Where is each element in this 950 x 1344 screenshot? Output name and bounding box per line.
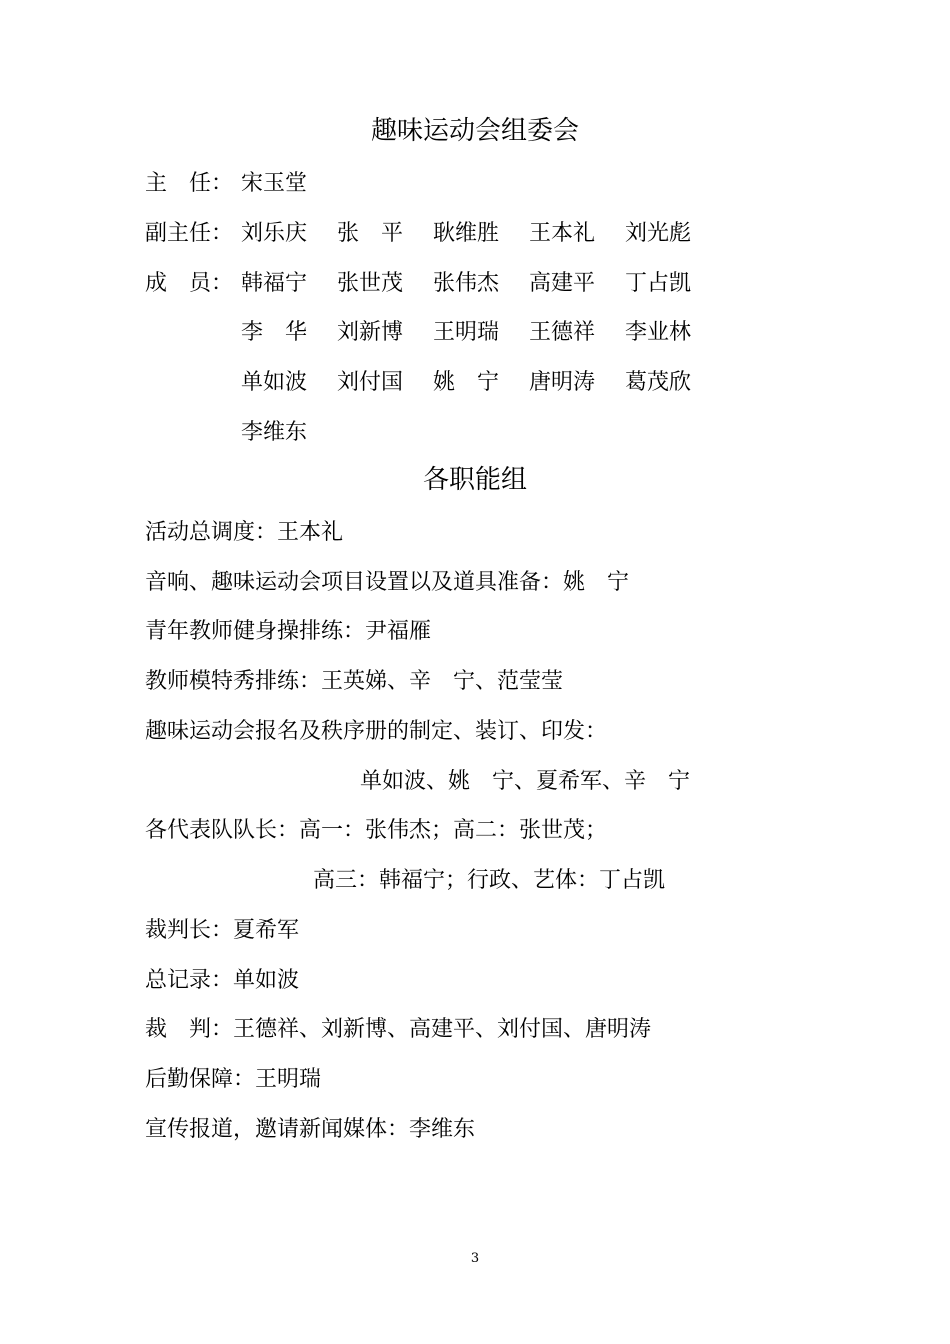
member-name: 高建平 — [529, 271, 596, 296]
member-name: 刘新博 — [337, 320, 404, 345]
committee-title: 趣味运动会组委会 — [370, 116, 579, 146]
director-label: 主 任： — [145, 171, 234, 196]
member-name: 姚 宁 — [433, 370, 500, 395]
group-line: 后勤保障：王明瑞 — [145, 1067, 322, 1092]
vice-director-label: 副主任： — [145, 221, 234, 246]
group-line: 单如波、姚 宁、夏希军、辛 宁 — [360, 769, 691, 794]
group-line: 活动总调度：王本礼 — [145, 520, 344, 545]
member-name: 张世茂 — [337, 271, 404, 296]
vice-director-name: 刘乐庆 — [241, 221, 308, 246]
members-label: 成 员： — [145, 271, 234, 296]
member-name: 王明瑞 — [433, 320, 500, 345]
group-line: 宣传报道，邀请新闻媒体：李维东 — [145, 1117, 476, 1142]
director-name: 宋玉堂 — [241, 171, 308, 196]
group-line: 高三：韩福宁；行政、艺体：丁占凯 — [313, 868, 666, 893]
vice-director-name: 张 平 — [337, 221, 404, 246]
member-name: 王德祥 — [529, 320, 596, 345]
vice-director-name: 耿维胜 — [433, 221, 500, 246]
group-line: 各代表队队长：高一：张伟杰；高二：张世茂； — [145, 818, 608, 843]
group-line: 青年教师健身操排练：尹福雁 — [145, 619, 432, 644]
group-line: 裁 判：王德祥、刘新博、高建平、刘付国、唐明涛 — [145, 1017, 652, 1042]
member-name: 张伟杰 — [433, 271, 500, 296]
group-line: 教师模特秀排练：王英娣、辛 宁、范莹莹 — [145, 669, 564, 694]
group-line: 裁判长：夏希军 — [145, 918, 300, 943]
member-name: 单如波 — [241, 370, 308, 395]
group-line: 趣味运动会报名及秩序册的制定、装订、印发： — [145, 719, 608, 744]
member-name: 刘付国 — [337, 370, 404, 395]
vice-director-name: 刘光彪 — [625, 221, 692, 246]
group-line: 总记录：单如波 — [145, 968, 300, 993]
member-name: 丁占凯 — [625, 271, 692, 296]
groups-title: 各职能组 — [422, 465, 527, 495]
member-name: 葛茂欣 — [625, 370, 692, 395]
member-name: 李业林 — [625, 320, 692, 345]
page-number: 3 — [470, 1251, 480, 1266]
group-line: 音响、趣味运动会项目设置以及道具准备：姚 宁 — [145, 570, 630, 595]
member-name: 李 华 — [241, 320, 308, 345]
member-name: 李维东 — [241, 420, 308, 445]
member-name: 韩福宁 — [241, 271, 308, 296]
vice-director-name: 王本礼 — [529, 221, 596, 246]
member-name: 唐明涛 — [529, 370, 596, 395]
